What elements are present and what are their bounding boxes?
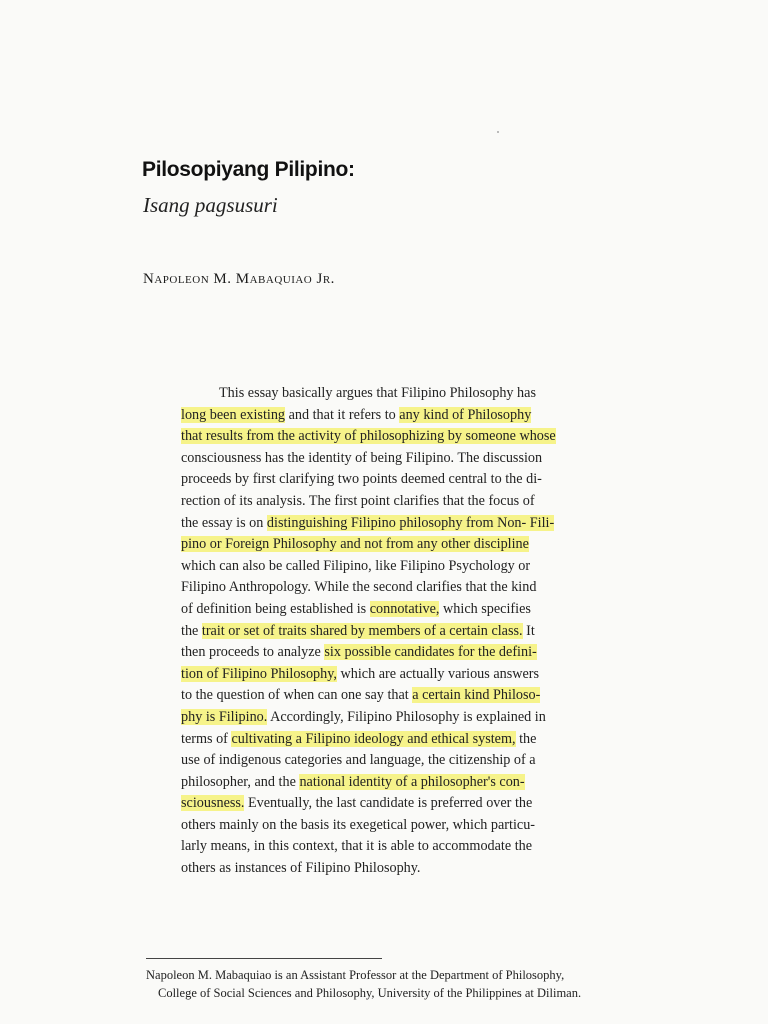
abstract-text: the [515,730,537,747]
abstract-text: terms of [181,730,232,747]
abstract-text: to the question of when can one say that [181,687,413,704]
abstract-text: It [522,622,535,639]
abstract-text: of definition being established is [181,600,370,617]
footnote-line: College of Social Sciences and Philosophy, University of the Philippines at Diliman. [158,986,582,1000]
abstract-text: which can also be called Filipino, like Filipino Psychology or [181,557,531,574]
abstract-line [181,469,607,491]
highlighted-text: pino or Foreign Philosophy and not from any other discipline [181,536,529,553]
abstract-line [181,513,607,535]
abstract-line [181,426,607,448]
abstract-line [181,707,607,729]
abstract-text: Eventually, the last candidate is preferred over the [244,795,533,812]
abstract-line [181,772,607,794]
abstract-text: proceeds by first clarifying two points deemed central to the di- [181,471,542,488]
abstract-text: others as instances of Filipino Philosophy. [181,860,421,877]
highlighted-text: tion of Filipino Philosophy, [181,665,337,682]
highlighted-text: connotative, [369,600,440,617]
abstract-text: This essay basically argues that Filipino Philosophy has [219,385,536,401]
abstract-paragraph [181,383,607,880]
abstract-line [181,534,607,556]
abstract-text: consciousness has the identity of being Filipino. The discussion [181,449,543,466]
highlighted-text: cultivating a Filipino ideology and ethical system, [231,730,516,747]
abstract-text: which specifies [439,600,531,617]
abstract-line [181,750,607,772]
abstract-text: and that it refers to [285,406,400,423]
scan-speck [497,131,499,133]
abstract-line [181,685,607,707]
highlighted-text: distinguishing Filipino philosophy from Non- Fili- [266,514,555,531]
highlighted-text: a certain kind Philoso- [412,687,541,704]
abstract-text: others mainly on the basis its exegetical power, which particu- [181,816,536,833]
abstract-text: which are actually various answers [336,665,540,682]
abstract-line [181,491,607,513]
abstract-text: larly means, in this context, that it is able to accommodate the [181,838,533,855]
footnote-line: Napoleon M. Mabaquiao is an Assistant Professor at the Department of Philosophy, [146,968,565,982]
abstract-text: the [181,622,202,639]
highlighted-text: any kind of Philosophy [399,406,532,423]
abstract-line [181,729,607,751]
abstract-line [181,405,607,427]
abstract-text: Filipino Anthropology. While the second clarifies that the kind [181,579,537,596]
abstract-text: philosopher, and the [181,773,300,790]
abstract-text: then proceeds to analyze [181,644,325,661]
author-footnote [146,966,656,1002]
abstract-line [181,836,607,858]
abstract-line [181,556,607,578]
abstract-line [181,815,607,837]
abstract-text: the essay is on [181,514,267,531]
abstract-text: rection of its analysis. The first point clarifies that the focus of [181,492,535,509]
abstract-line [181,664,607,686]
author-name: Napoleon M. Mabaquiao Jr. [143,271,335,287]
highlighted-text: sciousness. [181,795,245,812]
abstract-line [181,383,607,405]
abstract-text: use of indigenous categories and language, the citizenship of a [181,752,536,769]
highlighted-text: trait or set of traits shared by members of a certain class. [201,622,523,639]
abstract-line [181,448,607,470]
abstract-text: Accordingly, Filipino Philosophy is explained in [267,708,546,725]
footnote-divider [146,958,382,959]
highlighted-text: six possible candidates for the defini- [324,644,537,661]
article-subtitle: Isang pagsusuri [143,193,278,217]
abstract-line [181,599,607,621]
highlighted-text: long been existing [181,406,286,423]
highlighted-text: national identity of a philosopher's con- [299,773,525,790]
abstract-line [181,858,607,880]
article-title: Pilosopiyang Pilipino: [142,158,355,181]
abstract-line [181,577,607,599]
abstract-line [181,621,607,643]
abstract-line [181,793,607,815]
abstract-line [181,642,607,664]
highlighted-text: phy is Filipino. [181,708,268,725]
highlighted-text: that results from the activity of philosophizing by someone whose [181,428,556,445]
